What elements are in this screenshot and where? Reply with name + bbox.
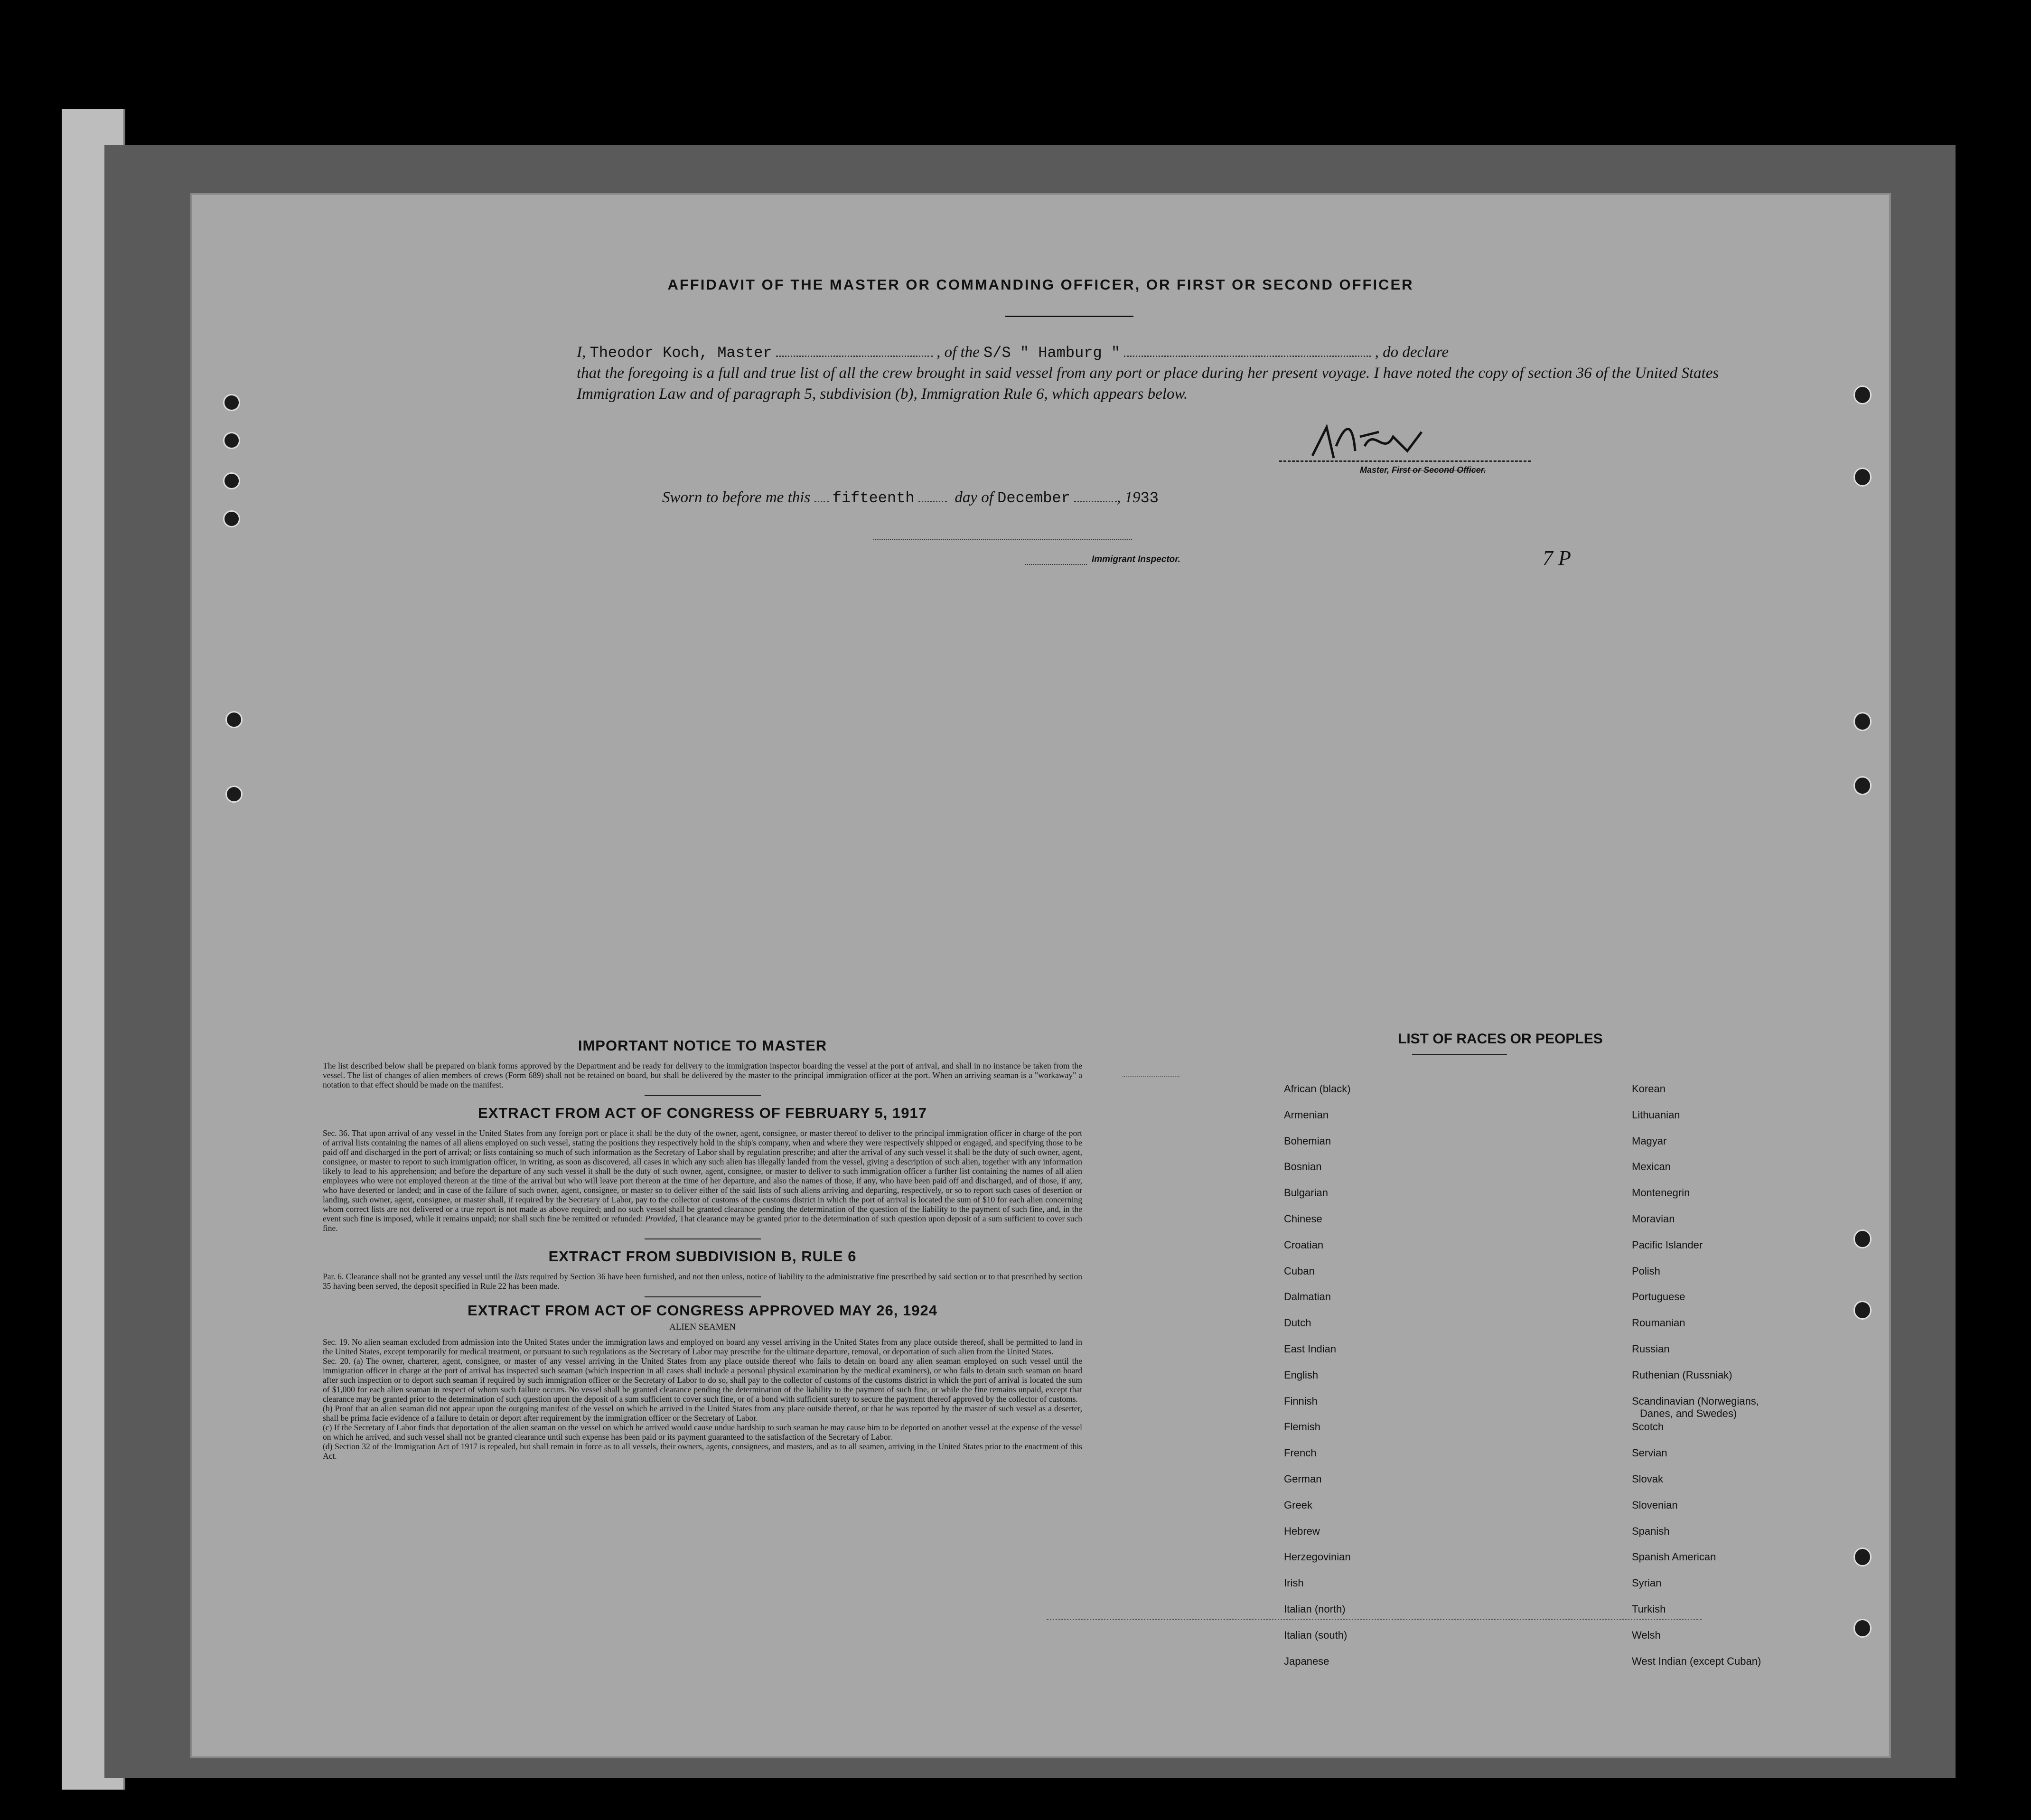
sworn-label: Sworn to before me this (662, 489, 811, 506)
race-item: Korean (1632, 1083, 1666, 1095)
race-item: Chinese (1284, 1213, 1322, 1225)
races-heading: LIST OF RACES OR PEOPLES (1398, 1031, 1603, 1047)
punch-hole (223, 394, 240, 411)
fill-line (1124, 356, 1371, 357)
extract-rule6-text (323, 1272, 1082, 1291)
extract-1917-end: That clearance may be granted prior to the determination of such question upon deposit of a sum sufficient to cover such fine. (323, 1214, 1082, 1233)
race-item: French (1284, 1447, 1317, 1459)
race-item: Greek (1284, 1499, 1312, 1511)
race-item: German (1284, 1473, 1322, 1485)
extract-1917-heading: EXTRACT FROM ACT OF CONGRESS OF FEBRUARY 5, 1917 (478, 1105, 927, 1121)
punch-hole (223, 472, 240, 489)
race-item: Pacific Islander (1632, 1239, 1703, 1251)
race-item: Herzegovinian (1284, 1551, 1351, 1563)
margin-dash (1123, 1076, 1179, 1077)
sworn-line (662, 489, 1159, 507)
year-prefix: , 19 (1117, 489, 1141, 506)
race-item: West Indian (except Cuban) (1632, 1655, 1761, 1667)
sec-19: Sec. 19. No alien seaman excluded from admission into the United States under the immigration laws and employed on board any vessel arriving in the United States from any place outside thereof, shall be permitted to land in the United States, except temporarily for medical treatment, or pursuant to such regulations as the Secretary of Labor may prescribe for the ultimate departure, removal, or deportation of such alien from the United States. (323, 1337, 1082, 1356)
race-item: Spanish (1632, 1525, 1670, 1537)
races-rule (1412, 1054, 1507, 1055)
race-item: Roumanian (1632, 1317, 1685, 1329)
i-label: I, (577, 344, 586, 361)
margin-mark: 7 P (1543, 546, 1571, 570)
punch-hole (1853, 1619, 1872, 1638)
race-item: Flemish (1284, 1421, 1321, 1433)
race-item: English (1284, 1369, 1319, 1381)
caption-master: Master, (1360, 465, 1390, 475)
race-item: Dutch (1284, 1317, 1311, 1329)
affidavit-title: AFFIDAVIT OF THE MASTER OR COMMANDING OFFICER, OR FIRST OR SECOND OFFICER (667, 276, 1414, 293)
race-item-continuation: Danes, and Swedes) (1640, 1407, 1737, 1419)
race-item: Moravian (1632, 1213, 1675, 1225)
punch-hole (1853, 385, 1872, 404)
lists-italic: lists (515, 1272, 528, 1281)
race-item: Portuguese (1632, 1291, 1685, 1303)
race-item: Servian (1632, 1447, 1667, 1459)
race-item: Russian (1632, 1343, 1670, 1355)
rule6-start: Par. 6. Clearance shall not be granted any vessel until the (323, 1272, 513, 1281)
race-item: Turkish (1632, 1603, 1666, 1615)
race-item: Bohemian (1284, 1135, 1331, 1147)
race-item: Slovak (1632, 1473, 1664, 1485)
punch-hole (1853, 1229, 1872, 1248)
race-item: African (black) (1284, 1083, 1351, 1095)
race-item: Spanish American (1632, 1551, 1716, 1563)
sec-20b: (b) Proof that an alien seaman did not appear upon the outgoing manifest of the vessel on which he arrived in the United States from any place outside thereof, or that he was reported by the master of such vessel as a deserter, shall be prima facie evidence of a failure to detain or deport after requirement by the immigration officer or the Secretary of Labor. (323, 1404, 1082, 1423)
race-item: Scotch (1632, 1421, 1664, 1433)
section-rule (645, 1238, 761, 1239)
punch-hole (223, 432, 240, 449)
declare-label: , do declare (1375, 344, 1449, 361)
race-item: Magyar (1632, 1135, 1667, 1147)
dotted-separator (1047, 1619, 1702, 1620)
extract-1917-body: Sec. 36. That upon arrival of any vessel in the United States from any foreign port or place it shall be the duty of the owner, agent, consignee, or master thereof to deliver to the principal immigration officer in charge of the port of arrival lists containing the names of all aliens employed on such vessel, stating the positions they respectively hold in the ship's company, when and where they were respectively shipped or engaged, and specifying those to be paid off and discharged in the port of arrival; or lists containing so much of such information as the Secretary of Labor shall by regulation prescribe; and after the arrival of any such vessel it shall be the duty of such owner, agent, consignee, or master to report to such immigration officer, in writing, as soon as discovered, all cases in which any such alien has illegally landed from the vessel, giving a description of such alien, together with any information likely to lead to his apprehension; and before the departure of any such vessel it shall be the duty of such owner, agent, consignee, or master to deliver to such immigration officer a further list containing the names of all alien employees who were not employed thereon at the time of the arrival but who will leave port thereon at the time of her departure, and also the names of those, if any, who have been paid off and discharged, and of those, if any, who have deserted or landed; and in case of the failure of such owner, agent, consignee, or master so to deliver either of the said lists of such aliens arriving and departing, respectively, or so to report such cases of desertion or landing, such owner, agent, consignee, or master shall, if required by the Secretary of Labor, pay to the collector of customs of the customs district in which the port of arrival is located the sum of $10 for each alien concerning whom correct lists are not delivered or a true report is not made as above required; and no such vessel shall be granted clearance pending the determination of the question of the liability to the payment of such fine, and, in the event such fine is imposed, while it remains unpaid; nor shall such fine be remitted or refunded: (323, 1128, 1082, 1223)
notice-section (323, 1037, 1082, 1461)
race-item: Polish (1632, 1265, 1660, 1277)
race-item: East Indian (1284, 1343, 1337, 1355)
of-the-label: , of the (936, 344, 980, 361)
master-signature (1308, 418, 1450, 465)
race-item: Welsh (1632, 1629, 1661, 1641)
vessel-name: S/S " Hamburg " (983, 344, 1121, 362)
race-item: Japanese (1284, 1655, 1329, 1667)
race-item: Irish (1284, 1577, 1304, 1589)
race-item: Bosnian (1284, 1161, 1322, 1173)
fill-line (776, 356, 933, 357)
sworn-month: December (997, 489, 1070, 507)
section-rule (645, 1296, 761, 1297)
race-item: Italian (south) (1284, 1629, 1348, 1641)
extract-1924-heading: EXTRACT FROM ACT OF CONGRESS APPROVED MAY 26, 1924 (468, 1302, 937, 1319)
rule6-end: required by Section 36 have been furnished, and not then unless, notice of liability to the administrative fine prescribed by said section or to that prescribed by section 35 having been served, the deposit specified in Rule 22 has been made. (323, 1272, 1082, 1291)
declaration-line (577, 342, 1730, 364)
inspector-dotted-line (1025, 564, 1087, 565)
signature-caption (1360, 465, 1486, 475)
race-item: Mexican (1632, 1161, 1671, 1173)
sworn-year: 33 (1140, 489, 1159, 507)
punch-hole (1853, 776, 1872, 795)
declaration-body: that the foregoing is a full and true list of all the crew brought in said vessel from any port or place during her present voyage. I have noted the copy of section 36 of the United States Immigration Law and of paragraph 5, subdivision (b), Immigration Rule 6, which appears below. (577, 365, 1719, 403)
fill-line (814, 501, 829, 502)
race-item: Slovenian (1632, 1499, 1678, 1511)
race-item: Cuban (1284, 1265, 1315, 1277)
punch-hole (1853, 1301, 1872, 1320)
extract-1924-subheading: ALIEN SEAMEN (669, 1322, 736, 1332)
extract-rule6-heading: EXTRACT FROM SUBDIVISION B, RULE 6 (548, 1248, 857, 1265)
race-item: Hebrew (1284, 1525, 1320, 1537)
fill-line (1074, 501, 1117, 502)
punch-hole (225, 786, 243, 803)
master-name: Theodor Koch, Master (590, 344, 772, 362)
race-item: Scandinavian (Norwegians, (1632, 1395, 1759, 1407)
race-item: Syrian (1632, 1577, 1662, 1589)
inspector-signature-line (873, 539, 1132, 540)
provided-italic: Provided, (645, 1214, 678, 1223)
inspector-label: Immigrant Inspector. (1092, 554, 1180, 564)
race-item: Bulgarian (1284, 1187, 1328, 1199)
punch-hole (1853, 1548, 1872, 1567)
race-item: Dalmatian (1284, 1291, 1331, 1303)
race-item: Croatian (1284, 1239, 1324, 1251)
section-rule (645, 1095, 761, 1096)
signature-line (1279, 460, 1531, 462)
punch-hole (223, 510, 240, 527)
punch-hole (1853, 468, 1872, 487)
race-item: Lithuanian (1632, 1109, 1680, 1121)
sec-20d: (d) Section 32 of the Immigration Act of 1917 is repealed, but shall remain in force as to all vessels, their owners, agents, consignees, and masters, and as to all seamen, arriving in the United States prior to the enactment of this Act. (323, 1442, 1082, 1461)
race-item: Finnish (1284, 1395, 1318, 1407)
sec-20a: Sec. 20. (a) The owner, charterer, agent, consignee, or master of any vessel arriving in the United States from any place outside thereof who fails to detain on board any alien seaman employed on such vessel until the immigration officer in charge at the port of arrival has inspected such seaman (which inspection in all cases shall include a personal physical examination by the medical examiners), or who fails to detain such seaman on board after such inspection or to deport such seaman if required by such immigration officer or the Secretary of Labor to do so, shall pay to the collector of customs of the customs district in which the port of arrival is located the sum of $1,000 for each alien seaman in respect of whom such failure occurs. No vessel shall be granted clearance pending the determination of the liability to the payment of such fine, or while the fine remains unpaid, except that clearance may be granted prior to the determination of such question upon the deposit of a sum sufficient to cover such fine, or of a bond with sufficient surety to secure the payment thereof approved by the collector of customs. (323, 1356, 1082, 1404)
day-of-label: day of (955, 489, 993, 506)
notice-text: The list described below shall be prepared on blank forms approved by the Department and be ready for delivery to the immigration inspector boarding the vessel at the port of arrival, and shall in no instance be taken from the vessel. The list of changes of alien members of crews (Form 689) shall not be retained on board, but shall be delivered by the master to the principal immigration officer at the port. When an arriving seaman is a "workaway" a notation to that effect should be made on the manifest. (323, 1061, 1082, 1089)
title-rule (1005, 316, 1133, 317)
extract-1917-text (323, 1128, 1082, 1233)
race-item: Ruthenian (Russniak) (1632, 1369, 1732, 1381)
caption-struck: First or Second Officer. (1392, 465, 1486, 475)
punch-hole (225, 711, 243, 728)
sworn-day: fifteenth (832, 489, 915, 507)
punch-hole (1853, 712, 1872, 731)
notice-heading: IMPORTANT NOTICE TO MASTER (578, 1037, 827, 1054)
race-item: Italian (north) (1284, 1603, 1346, 1615)
document-page (192, 195, 1889, 1756)
race-item: Armenian (1284, 1109, 1329, 1121)
fill-line (918, 501, 947, 502)
race-item: Montenegrin (1632, 1187, 1690, 1199)
sec-20c: (c) If the Secretary of Labor finds that deportation of the alien seaman on the vessel on which he arrived would cause undue hardship to such seaman he may cause him to be deported on another vessel at the expense of the vessel on which he arrived, and such vessel shall not be granted clearance until such expense has been paid or its payment guaranteed to the satisfaction of the Secretary of Labor. (323, 1423, 1082, 1442)
